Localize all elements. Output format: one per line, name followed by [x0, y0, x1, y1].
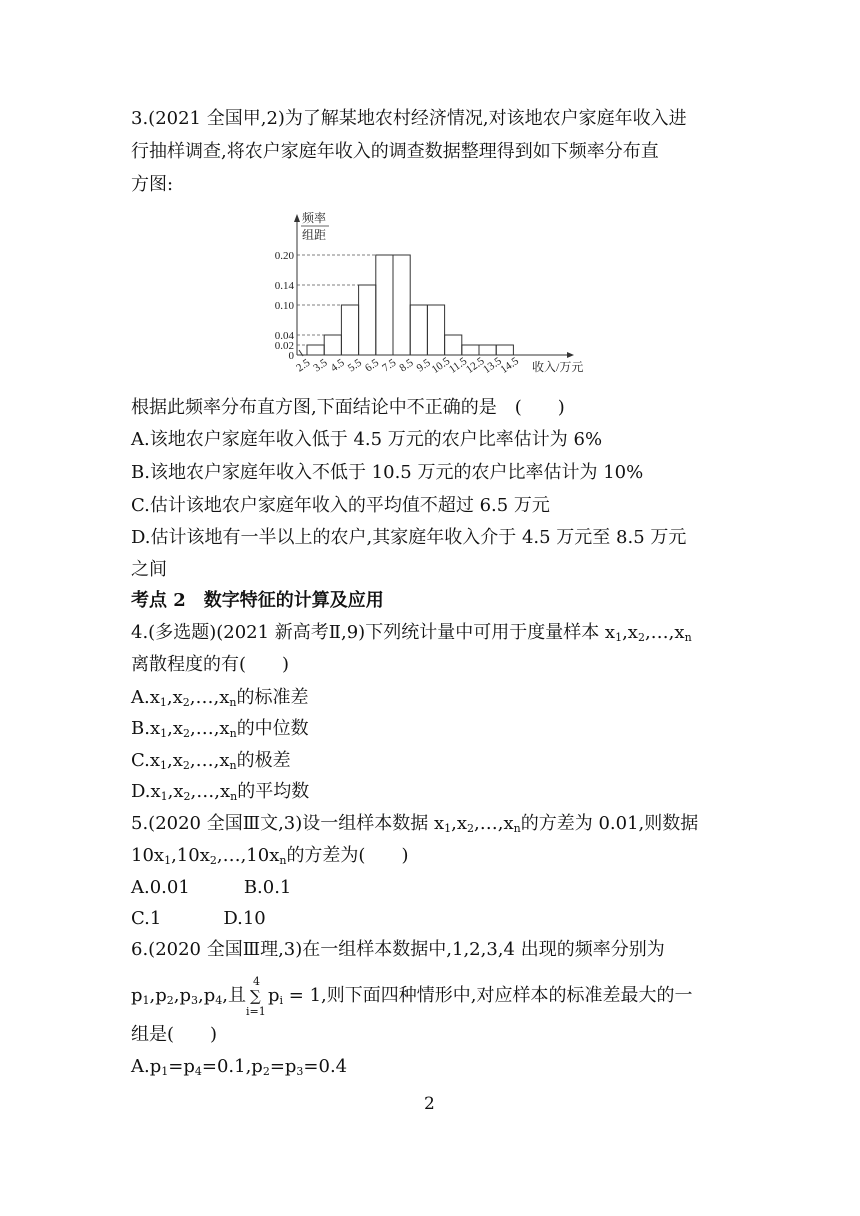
x-tick-label: 11.5 [446, 355, 470, 376]
q4-line-2: 离散程度的有( ) [131, 654, 290, 675]
q3-line-2: 行抽样调查,将农户家庭年收入的调查数据整理得到如下频率分布直 [131, 141, 659, 162]
x-axis-label: 收入/万元 [532, 360, 584, 374]
q4-option-d-label: D.x [131, 781, 161, 802]
sigma-glyph: ∑ [250, 987, 261, 1005]
summation-symbol [246, 975, 268, 1018]
q4-option-c: $C.x_1,x_2,\dots,x_n$的极差 [131, 750, 291, 772]
histogram-bar [307, 345, 324, 355]
histogram-bar [410, 305, 427, 355]
histogram-bar [324, 335, 341, 355]
q5-line-2-tail: 的方差为( ) [286, 845, 409, 866]
q4-option-a: $A.x_1,x_2,\dots,x_n$的标准差 [131, 687, 309, 709]
frequency-histogram [262, 210, 602, 380]
x-tick-label: 12.5 [463, 355, 487, 376]
x-axis-arrow [567, 352, 574, 358]
q4-option-a-text: 的标准差 [236, 687, 309, 708]
q5-line-2: $10x_1,10x_2,\dots,10x_n$的方差为( ) [131, 845, 409, 867]
q6-option-a: $A.p_1=p_4=0.1,p_2=p_3=0.4$ [131, 1056, 348, 1078]
q6-line-1: 6.(2020 全国Ⅲ理,3)在一组样本数据中,1,2,3,4 出现的频率分别为 [131, 939, 665, 960]
x-tick-label: 14.5 [498, 355, 522, 376]
x-tick-label: 3.5 [311, 356, 330, 375]
x-tick-label: 9.5 [414, 356, 433, 375]
summation-upper: 4 [253, 975, 261, 988]
q3-option-b: B.该地农户家庭年收入不低于 10.5 万元的农户比率估计为 10% [131, 462, 644, 483]
q4-option-d-text: 的平均数 [237, 781, 310, 802]
histogram-bar [496, 345, 513, 355]
q6-line-2: $p_1,p_2,p_3,p_4$,且 4 ∑ i=1 $p_i = 1$,则下面四种情形中,对应样本的标准差最大的一 [131, 983, 693, 1014]
q4-option-b-label: B.x [131, 718, 161, 739]
q3-option-a: A.该地农户家庭年收入低于 4.5 万元的农户比率估计为 6% [131, 429, 603, 450]
y-label-top: 频率 [302, 211, 327, 225]
q5-option-c: C.1 [131, 908, 162, 929]
q5-option-b: B.0.1 [243, 877, 292, 898]
section-heading: 考点 2 数字特征的计算及应用 [131, 590, 384, 611]
x-tick-label: 7.5 [380, 356, 399, 375]
q4-option-c-label: C.x [131, 750, 161, 771]
q5-options-cd [131, 906, 266, 932]
y-tick-label: 0.10 [274, 300, 294, 312]
q4-option-b: $B.x_1,x_2,\dots,x_n$的中位数 [131, 718, 309, 740]
q6-line-2-and: ,且 [222, 985, 247, 1006]
y-tick-label: 0 [288, 350, 294, 362]
x-tick-label: 2.5 [294, 356, 313, 375]
q4-line-1: 4.(多选题)(2021 新高考Ⅱ,9)下列统计量中可用于度量样本 $x_1,x_2,\dots,x_n$ [131, 622, 692, 644]
x-tick-label: 13.5 [481, 355, 504, 376]
q6-line-2-tail: = 1,则下面四种情形中,对应样本的标准差最大的一 [283, 985, 693, 1006]
histogram-bar [376, 255, 393, 355]
x-tick-label: 5.5 [345, 356, 364, 375]
q6-line-3: 组是( ) [131, 1024, 218, 1045]
q4-option-a-label: A.x [131, 687, 160, 708]
q3-option-c: C.估计该地农户家庭年收入的平均值不超过 6.5 万元 [131, 495, 550, 516]
y-axis-arrow [294, 214, 300, 222]
q3-line-3: 方图: [131, 174, 174, 195]
y-tick-label: 0.14 [274, 280, 294, 292]
q4-option-c-text: 的极差 [236, 750, 291, 771]
histogram-bar [393, 255, 410, 355]
q4-option-b-text: 的中位数 [236, 718, 309, 739]
histogram-bar [427, 305, 444, 355]
x-tick-label: 4.5 [328, 356, 347, 375]
histogram-bar [479, 345, 496, 355]
histogram-bar [341, 305, 358, 355]
q5-line-1-text: 5.(2020 全国Ⅲ文,3)设一组样本数据 x [131, 813, 445, 834]
histogram-bar [445, 335, 462, 355]
y-tick-label: 0.04 [274, 330, 294, 342]
x-tick-label: 10.5 [429, 355, 453, 376]
q3-option-d-line-1: D.估计该地有一半以上的农户,其家庭年收入介于 4.5 万元至 8.5 万元 [131, 527, 687, 548]
page-number: 2 [424, 1094, 435, 1114]
q6-line-2-p: p [268, 985, 280, 1006]
q3-line-1: 3.(2021 全国甲,2)为了解某地农村经济情况,对该地农户家庭年收入进 [131, 108, 687, 129]
q4-option-d: $D.x_1,x_2,\dots,x_n$的平均数 [131, 781, 310, 803]
x-tick-label: 8.5 [397, 356, 416, 375]
y-label-bottom: 组距 [302, 228, 327, 242]
q5-option-d: D.10 [223, 908, 266, 929]
q3-option-d-line-2: 之间 [131, 559, 167, 580]
y-tick-label: 0.02 [274, 340, 294, 352]
q5-line-1-tail: 的方差为 0.01,则数据 [520, 813, 699, 834]
histogram-bar [462, 345, 479, 355]
q5-option-a: A.0.01 [131, 877, 190, 898]
q6-line-2-text: p [131, 985, 143, 1006]
summation-lower: i=1 [246, 1005, 266, 1018]
y-tick-label: 0.20 [274, 250, 294, 262]
q5-options-ab [131, 875, 291, 901]
q5-line-1: 5.(2020 全国Ⅲ文,3)设一组样本数据 $x_1,x_2,\dots,x_n$的方差为 0.01,则数据 [131, 813, 699, 835]
q6-option-a-label: A.p [131, 1056, 162, 1077]
q3-question: 根据此频率分布直方图,下面结论中不正确的是 ( ) [131, 397, 565, 418]
q4-line-1-text: 4.(多选题)(2021 新高考Ⅱ,9)下列统计量中可用于度量样本 x [131, 622, 616, 643]
q5-line-2-text: 10x [131, 845, 165, 866]
histogram-bar [359, 285, 376, 355]
x-tick-label: 6.5 [363, 356, 382, 375]
